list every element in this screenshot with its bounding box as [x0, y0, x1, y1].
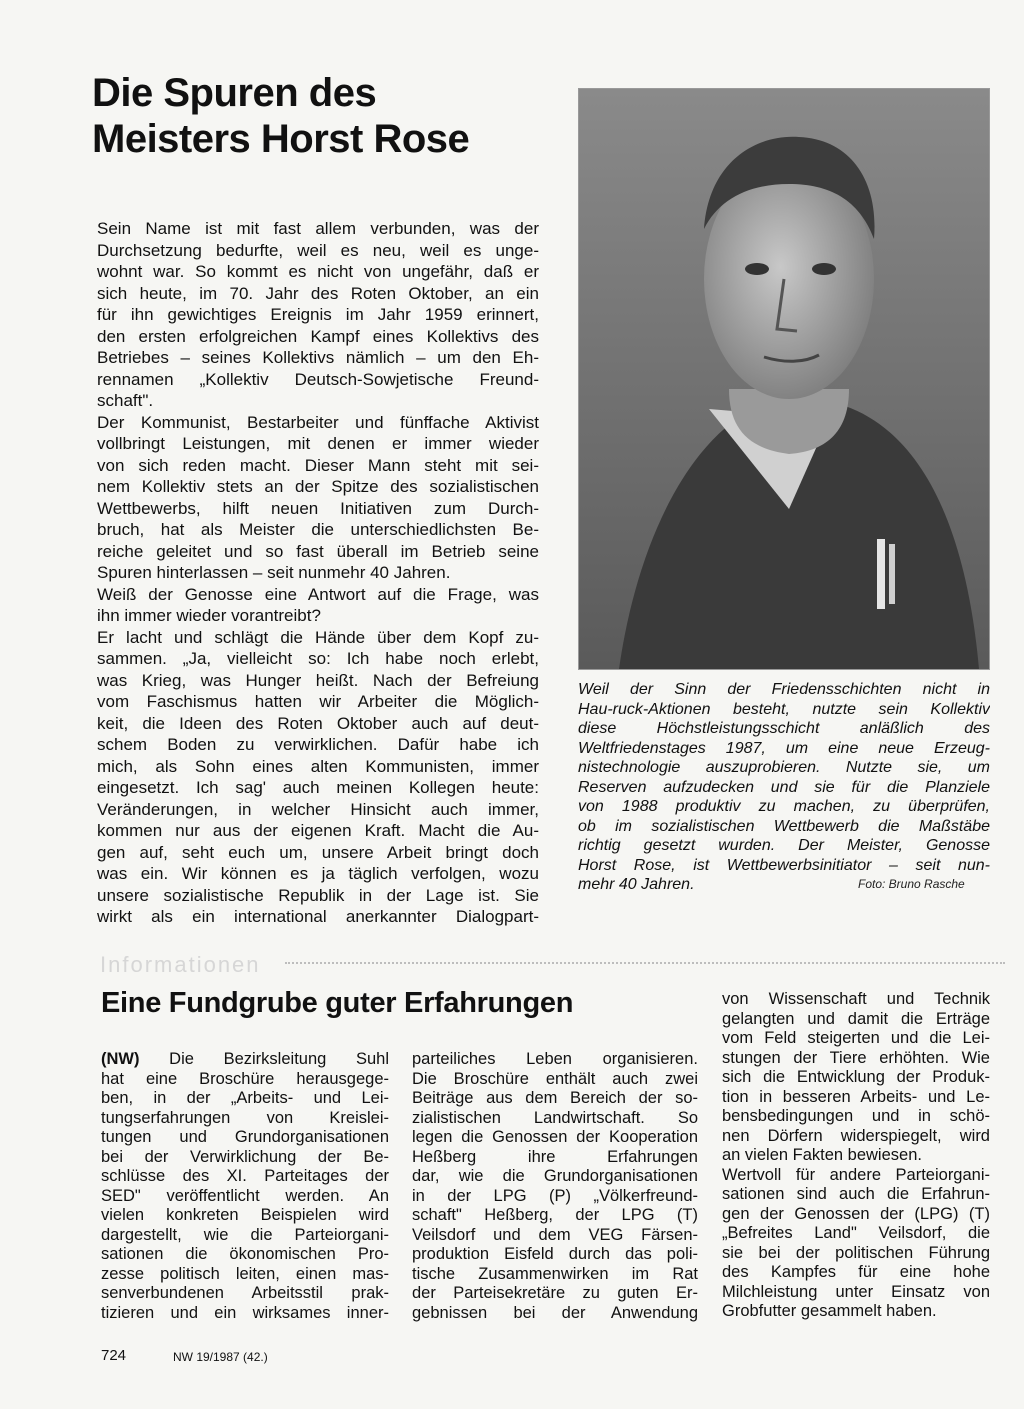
column-line: tion in besseren Arbeits- und Le-	[722, 1087, 990, 1106]
body-line: wohnt war. So kommt es nicht von ungefähr, daß er	[97, 262, 539, 281]
body-line: für ihn gewichtiges Ereignis im Jahr 1959 erinnert,	[97, 305, 539, 324]
column-line: sich die Entwicklung der Produk-	[722, 1068, 990, 1086]
column-line: Beiträge aus dem Bereich der so-	[412, 1089, 698, 1107]
body-line: Durchsetzung bedurfte, weil es neu, weil es unge-	[97, 240, 539, 260]
column-line: gebnissen bei der Anwendung	[412, 1303, 698, 1322]
caption-line: Hau-ruck-Aktionen besteht, nutzte sein Kollektiv	[578, 700, 990, 718]
body-line: von sich reden macht. Dieser Mann steht mit sei-	[97, 455, 539, 475]
caption-line: Horst Rose, ist Wettbewerbsinitiator – seit nun-	[578, 856, 990, 874]
body-line: unsere sozialistische Republik in der Lage ist. Sie	[97, 885, 539, 905]
portrait-illustration	[579, 89, 989, 669]
photo-caption	[578, 680, 990, 895]
body-line: Weiß der Genosse eine Antwort auf die Frage, was	[97, 584, 539, 604]
column-line: an vielen Fakten bewiesen.	[722, 1146, 922, 1164]
column-line: senverbundenen Arbeitsstil prak-	[101, 1284, 389, 1302]
column-line: dargestellt, wie die Parteiorgani-	[101, 1225, 389, 1244]
caption-line: Reserven aufzudecken und sie für die Planziele	[578, 778, 990, 796]
column-line: tungen und Grundorganisationen	[101, 1128, 389, 1146]
body-line: Spuren hinterlassen – seit nunmehr 40 Jahren.	[97, 563, 451, 582]
column-line: zesse politisch leiten, einen mas-	[101, 1264, 389, 1283]
column-line: tizieren und ein wirksames inner-	[101, 1303, 389, 1322]
article-title	[92, 70, 552, 162]
column-line: bei der Verwirklichung der Be-	[101, 1147, 389, 1166]
column-line: Die Broschüre enthält auch zwei	[412, 1069, 698, 1088]
caption-line: diese Höchstleistungsschicht anläßlich des	[578, 720, 990, 737]
body-line: vollbringt Leistungen, mit denen er immer wieder	[97, 434, 539, 453]
caption-line: Weil der Sinn der Friedensschichten nicht in	[578, 681, 990, 698]
body-line: was Krieg, was Hunger heißt. Nach der Befreiung	[97, 670, 539, 690]
column-line: Heßberg ihre Erfahrungen	[412, 1147, 698, 1166]
column-line: des Kampfes für eine hohe	[722, 1263, 990, 1281]
body-line: vom Faschismus hatten wir Arbeiter die Möglich-	[97, 692, 539, 711]
byline: (NW)	[101, 1050, 140, 1068]
column-line: vom Feld steigerten und die Lei-	[722, 1029, 990, 1047]
column-line: zialistischen Landwirtschaft. So	[412, 1108, 698, 1127]
column-line: Milchleistung unter Einsatz von	[722, 1282, 990, 1301]
column-line: Veilsdorf und dem VEG Färsen-	[412, 1225, 698, 1244]
body-line: gen auf, seht euch um, unsere Arbeit bringt doch	[97, 842, 539, 862]
section-rubric: Informationen	[100, 952, 261, 977]
column-line: dar, wie die Grundorganisationen	[412, 1167, 698, 1185]
title-line: Die Spuren des	[92, 71, 377, 115]
article-headline: Eine Fundgrube guter Erfahrungen	[101, 987, 574, 1019]
caption-line: von 1988 produktiv zu machen, zu überprüfen,	[578, 798, 990, 815]
column-line: nen Dörfern widerspiegelt, wird	[722, 1126, 990, 1145]
column-line: ben, in der „Arbeits- und Lei-	[101, 1089, 389, 1107]
body-line: Wettbewerbs, hilft neuen Initiativen zum Durch-	[97, 498, 539, 518]
column-line: parteiliches Leben organisieren.	[412, 1050, 698, 1068]
caption-line: Weltfriedenstages 1987, um eine neue Erzeug-	[578, 739, 990, 757]
column-line: schlüsse des XI. Parteitages der	[101, 1167, 389, 1185]
portrait-photo	[578, 88, 990, 670]
article-column-2	[412, 1050, 698, 1323]
page-number: 724	[101, 1347, 127, 1364]
column-line: stungen der Tiere erhöhten. Wie	[722, 1048, 990, 1067]
column-line	[101, 1050, 389, 1070]
caption-line: nistechnologie auszuprobieren. Nutzte sie, um	[578, 759, 990, 776]
body-line: sammen. „Ja, vielleicht so: Ich habe noch erlebt,	[97, 649, 539, 668]
column-line: legen die Genossen der Kooperation	[412, 1128, 698, 1146]
body-line: ihn immer wieder vorantreibt?	[97, 606, 321, 625]
body-line: kommen nur aus der eigenen Kraft. Macht die Au-	[97, 821, 539, 840]
column-line: gelangten und damit die Erträge	[722, 1009, 990, 1028]
column-line: Grobfutter gesammelt haben.	[722, 1302, 937, 1320]
caption-line: ob im sozialistischen Wettbewerb die Maßstäbe	[578, 817, 990, 835]
body-line: mich, als Sohn eines alten Kommunisten, immer	[97, 756, 539, 776]
body-line: schaft".	[97, 391, 154, 410]
body-line: keit, die Ideen des Roten Oktober auch auf deut-	[97, 713, 539, 733]
body-line: was ein. Wir können es ja täglich verfolgen, wozu	[97, 864, 539, 883]
photo-credit: Foto: Bruno Rasche	[858, 877, 965, 891]
column-line: „Befreites Land" Veilsdorf, die	[722, 1224, 990, 1242]
body-line: Betriebes – seines Kollektivs nämlich – um den Eh-	[97, 348, 539, 367]
column-line: vielen konkreten Beispielen wird	[101, 1206, 389, 1224]
body-line: eingesetzt. Ich sag' auch meinen Kollegen heute:	[97, 778, 539, 797]
body-line: schem Boden zu verwirklichen. Dafür habe ich	[97, 735, 539, 754]
body-line: Der Kommunist, Bestarbeiter und fünffache Aktivist	[97, 412, 539, 432]
column-line: schaft" Heßberg, der LPG (T)	[412, 1206, 698, 1224]
body-line: den ersten erfolgreichen Kampf eines Kollektivs des	[97, 326, 539, 346]
body-line: sich heute, im 70. Jahr des Roten Oktober, an ein	[97, 283, 539, 303]
body-line: nem Kollektiv stets an der Spitze des sozialistischen	[97, 477, 539, 496]
column-line: tungserfahrungen von Kreislei-	[101, 1108, 389, 1127]
article-column-3	[722, 990, 990, 1322]
column-line: bensbedingungen und in schö-	[722, 1107, 990, 1125]
body-line: Veränderungen, in welcher Hinsicht auch immer,	[97, 799, 539, 819]
rubric-divider	[285, 962, 1005, 964]
article-column-1	[101, 1050, 389, 1323]
column-line: der Parteisekretäre zu guten Er-	[412, 1284, 698, 1302]
column-line: tische Zusammenwirken im Rat	[412, 1264, 698, 1283]
column-line: produktion Eisfeld durch das poli-	[412, 1245, 698, 1263]
column-line: von Wissenschaft und Technik	[722, 990, 990, 1008]
column-line: Wertvoll für andere Parteiorgani-	[722, 1165, 990, 1184]
title-line: Meisters Horst Rose	[92, 117, 470, 161]
body-line: reiche geleitet und so fast überall im Betrieb seine	[97, 541, 539, 561]
column-line: sie bei der politischen Führung	[722, 1243, 990, 1262]
article-body	[97, 218, 539, 928]
body-line: bruch, hat als Meister die unterschiedlichsten Be-	[97, 520, 539, 539]
column-line: SED" veröffentlicht werden. An	[101, 1186, 389, 1205]
column-text: Die Bezirksleitung Suhl	[139, 1050, 389, 1068]
body-line: rennamen „Kollektiv Deutsch-Sowjetische Freund-	[97, 369, 539, 389]
caption-line: mehr 40 Jahren.	[578, 876, 695, 893]
body-line: Sein Name ist mit fast allem verbunden, was der	[97, 219, 539, 238]
column-line: hat eine Broschüre herausgege-	[101, 1069, 389, 1088]
column-line: sationen die ökonomischen Pro-	[101, 1245, 389, 1263]
column-line: gen der Genossen der (LPG) (T)	[722, 1204, 990, 1223]
caption-line: richtig gesetzt wurden. Der Meister, Genosse	[578, 837, 990, 854]
body-line: wirkt als ein international anerkannter Dialogpart-	[97, 907, 539, 926]
issue-info: NW 19/1987 (42.)	[173, 1350, 268, 1364]
column-line: sationen sind auch die Erfahrun-	[722, 1185, 990, 1203]
body-line: Er lacht und schlägt die Hände über dem Kopf zu-	[97, 627, 539, 647]
column-line: in der LPG (P) „Völkerfreund-	[412, 1186, 698, 1205]
